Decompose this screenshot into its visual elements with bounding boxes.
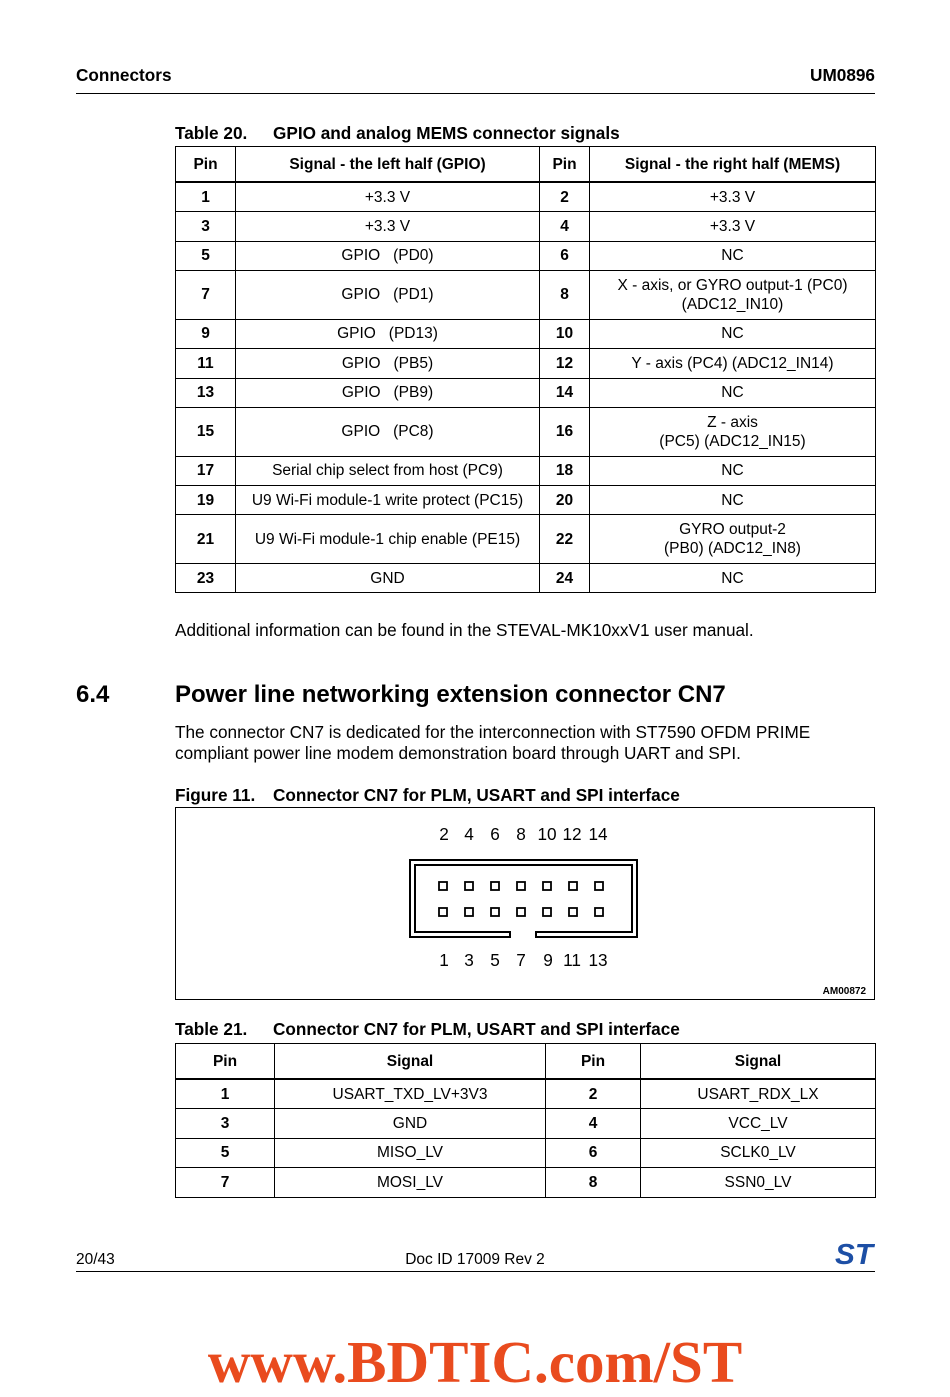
top-pin-label: 6 bbox=[490, 824, 500, 844]
pin-number-cell: 6 bbox=[546, 1138, 641, 1167]
pin-number-cell: 11 bbox=[176, 349, 236, 378]
signal-name-cell: VCC_LV bbox=[641, 1109, 876, 1138]
st-logo-icon bbox=[833, 1240, 875, 1268]
signal-name-cell: +3.3 V bbox=[590, 212, 876, 241]
column-header-pin-left: Pin bbox=[176, 1044, 275, 1080]
top-pin-label: 4 bbox=[464, 824, 474, 844]
pin-7-pad bbox=[517, 908, 525, 916]
table-20-label: Table 20. bbox=[175, 123, 248, 143]
pin-1-pad bbox=[439, 908, 447, 916]
pin-number-cell: 21 bbox=[176, 515, 236, 564]
pin-number-cell: 12 bbox=[540, 349, 590, 378]
pin-number-cell: 6 bbox=[540, 241, 590, 270]
bottom-pin-label: 5 bbox=[490, 950, 500, 970]
pin-number-cell: 5 bbox=[176, 1138, 275, 1167]
pin-number-cell: 17 bbox=[176, 456, 236, 485]
top-pin-labels bbox=[439, 824, 608, 844]
table-row bbox=[176, 182, 876, 212]
pin-pads bbox=[439, 882, 603, 916]
signal-name-cell: Y - axis (PC4) (ADC12_IN14) bbox=[590, 349, 876, 378]
signal-name-cell: Z - axis (PC5) (ADC12_IN15) bbox=[590, 407, 876, 456]
pin-13-pad bbox=[595, 908, 603, 916]
top-pin-label: 10 bbox=[537, 824, 557, 844]
pin-number-cell: 7 bbox=[176, 1168, 275, 1197]
section-heading bbox=[0, 681, 950, 709]
table-row bbox=[176, 1138, 876, 1167]
signal-name-cell: GPIO (PC8) bbox=[236, 407, 540, 456]
signal-name-cell: GYRO output-2 (PB0) (ADC12_IN8) bbox=[590, 515, 876, 564]
watermark-text: www.BDTIC.com/ST bbox=[207, 1329, 743, 1395]
paragraph-line: The connector CN7 is dedicated for the interconnection with ST7590 OFDM PRIME bbox=[175, 722, 811, 742]
pin-number-cell: 8 bbox=[540, 271, 590, 320]
table-row bbox=[176, 1168, 876, 1197]
table-row bbox=[176, 349, 876, 378]
pin-number-cell: 1 bbox=[176, 1079, 275, 1109]
pin-number-cell: 20 bbox=[540, 485, 590, 514]
bottom-pin-label: 7 bbox=[516, 950, 526, 970]
figure-11-frame bbox=[175, 807, 875, 1000]
pin-number-cell: 16 bbox=[540, 407, 590, 456]
header-rule bbox=[76, 93, 875, 94]
pin-number-cell: 13 bbox=[176, 378, 236, 407]
table-row bbox=[176, 271, 876, 320]
column-header-signal-right: Signal bbox=[641, 1044, 876, 1080]
bottom-pin-label: 11 bbox=[563, 950, 581, 970]
additional-info-note bbox=[175, 620, 754, 641]
pin-5-pad bbox=[491, 908, 499, 916]
table-row bbox=[176, 515, 876, 564]
signal-name-cell: GPIO (PD1) bbox=[236, 271, 540, 320]
pin-number-cell: 18 bbox=[540, 456, 590, 485]
signal-name-cell: +3.3 V bbox=[590, 182, 876, 212]
signal-name-cell: NC bbox=[590, 563, 876, 592]
table-header-row bbox=[176, 147, 876, 183]
pin-number-cell: 10 bbox=[540, 319, 590, 348]
bottom-pin-label: 13 bbox=[588, 950, 608, 970]
pin-number-cell: 8 bbox=[546, 1168, 641, 1197]
pin-number-cell: 23 bbox=[176, 563, 236, 592]
bottom-pin-labels bbox=[439, 950, 607, 970]
table-row bbox=[176, 1079, 876, 1109]
pin-number-cell: 4 bbox=[546, 1109, 641, 1138]
pin-12-pad bbox=[569, 882, 577, 890]
footer-rule bbox=[76, 1271, 875, 1272]
pin-number-cell: 4 bbox=[540, 212, 590, 241]
pin-number-cell: 3 bbox=[176, 212, 236, 241]
table-row bbox=[176, 563, 876, 592]
top-pin-label: 8 bbox=[516, 824, 526, 844]
pin-number-cell: 14 bbox=[540, 378, 590, 407]
pin-14-pad bbox=[595, 882, 603, 890]
pin-number-cell: 24 bbox=[540, 563, 590, 592]
signal-name-cell: GND bbox=[236, 563, 540, 592]
paragraph-line: compliant power line modem demonstration board through UART and SPI. bbox=[175, 743, 741, 763]
signal-name-cell: NC bbox=[590, 319, 876, 348]
table-body bbox=[176, 1079, 876, 1197]
gpio-mems-signals-table bbox=[175, 146, 876, 593]
doc-id: Doc ID 17009 Rev 2 bbox=[405, 1251, 545, 1268]
pin-number-cell: 1 bbox=[176, 182, 236, 212]
pin-8-pad bbox=[517, 882, 525, 890]
table-row bbox=[176, 485, 876, 514]
connector-outer-edge bbox=[410, 860, 637, 937]
signal-name-cell: GPIO (PD0) bbox=[236, 241, 540, 270]
signal-name-cell: GPIO (PD13) bbox=[236, 319, 540, 348]
signal-name-cell: GPIO (PB5) bbox=[236, 349, 540, 378]
signal-name-cell: NC bbox=[590, 456, 876, 485]
note-text: Additional information can be found in the STEVAL-MK10xxV1 user manual. bbox=[175, 620, 754, 640]
bottom-pin-label: 3 bbox=[464, 950, 474, 970]
pin-number-cell: 15 bbox=[176, 407, 236, 456]
pin-number-cell: 2 bbox=[546, 1079, 641, 1109]
page-number: 20/43 bbox=[76, 1251, 115, 1268]
signal-name-cell: MOSI_LV bbox=[275, 1168, 546, 1197]
cn7-connector-diagram bbox=[176, 808, 874, 999]
section-paragraph bbox=[175, 722, 810, 764]
signal-name-cell: USART_RDX_LX bbox=[641, 1079, 876, 1109]
signal-name-cell: U9 Wi-Fi module-1 chip enable (PE15) bbox=[236, 515, 540, 564]
signal-name-cell: +3.3 V bbox=[236, 212, 540, 241]
bottom-pin-label: 9 bbox=[543, 950, 553, 970]
pin-2-pad bbox=[439, 882, 447, 890]
pin-11-pad bbox=[569, 908, 577, 916]
table-header-row bbox=[176, 1044, 876, 1080]
signal-name-cell: SCLK0_LV bbox=[641, 1138, 876, 1167]
signal-name-cell: NC bbox=[590, 241, 876, 270]
figure-11-caption bbox=[175, 785, 875, 805]
table-body bbox=[176, 182, 876, 593]
table-21-title: Connector CN7 for PLM, USART and SPI interface bbox=[273, 1019, 680, 1039]
table-20-title: GPIO and analog MEMS connector signals bbox=[273, 123, 620, 143]
pin-4-pad bbox=[465, 882, 473, 890]
table-20-caption bbox=[175, 123, 875, 143]
section-number: 6.4 bbox=[76, 681, 110, 708]
column-header-signal-right: Signal - the right half (MEMS) bbox=[590, 147, 876, 183]
column-header-pin-right: Pin bbox=[540, 147, 590, 183]
table-row bbox=[176, 378, 876, 407]
top-pin-label: 14 bbox=[588, 824, 608, 844]
signal-name-cell: +3.3 V bbox=[236, 182, 540, 212]
signal-name-cell: X - axis, or GYRO output-1 (PC0) (ADC12_IN10) bbox=[590, 271, 876, 320]
pin-9-pad bbox=[543, 908, 551, 916]
signal-name-cell: GPIO (PB9) bbox=[236, 378, 540, 407]
table-21-caption bbox=[175, 1019, 875, 1039]
signal-name-cell: GND bbox=[275, 1109, 546, 1138]
bottom-pin-label: 1 bbox=[439, 950, 449, 970]
pin-number-cell: 9 bbox=[176, 319, 236, 348]
pin-6-pad bbox=[491, 882, 499, 890]
figure-reference-code: AM00872 bbox=[822, 986, 866, 997]
table-row bbox=[176, 241, 876, 270]
running-header-doc-code: UM0896 bbox=[810, 65, 875, 85]
column-header-signal-left: Signal bbox=[275, 1044, 546, 1080]
running-header-section: Connectors bbox=[76, 65, 172, 85]
pin-3-pad bbox=[465, 908, 473, 916]
table-21-label: Table 21. bbox=[175, 1019, 248, 1039]
signal-name-cell: NC bbox=[590, 378, 876, 407]
signal-name-cell: SSN0_LV bbox=[641, 1168, 876, 1197]
pin-number-cell: 3 bbox=[176, 1109, 275, 1138]
table-row bbox=[176, 1109, 876, 1138]
pin-number-cell: 2 bbox=[540, 182, 590, 212]
table-row bbox=[176, 407, 876, 456]
signal-name-cell: MISO_LV bbox=[275, 1138, 546, 1167]
signal-name-cell: U9 Wi-Fi module-1 write protect (PC15) bbox=[236, 485, 540, 514]
pin-number-cell: 5 bbox=[176, 241, 236, 270]
table-row bbox=[176, 212, 876, 241]
signal-name-cell: USART_TXD_LV+3V3 bbox=[275, 1079, 546, 1109]
pin-number-cell: 22 bbox=[540, 515, 590, 564]
column-header-pin-left: Pin bbox=[176, 147, 236, 183]
top-pin-label: 2 bbox=[439, 824, 449, 844]
table-row bbox=[176, 319, 876, 348]
column-header-signal-left: Signal - the left half (GPIO) bbox=[236, 147, 540, 183]
pin-number-cell: 19 bbox=[176, 485, 236, 514]
column-header-pin-right: Pin bbox=[546, 1044, 641, 1080]
table-row bbox=[176, 456, 876, 485]
pin-number-cell: 7 bbox=[176, 271, 236, 320]
top-pin-label: 12 bbox=[562, 824, 582, 844]
section-title: Power line networking extension connector CN7 bbox=[175, 681, 726, 708]
connector-key-notch bbox=[510, 931, 536, 938]
figure-11-label: Figure 11. bbox=[175, 785, 256, 805]
connector-outline bbox=[410, 860, 637, 938]
connector-inner-edge bbox=[415, 865, 632, 932]
figure-11-title: Connector CN7 for PLM, USART and SPI interface bbox=[273, 785, 680, 805]
signal-name-cell: NC bbox=[590, 485, 876, 514]
cn7-signals-table bbox=[175, 1043, 876, 1198]
pin-10-pad bbox=[543, 882, 551, 890]
signal-name-cell: Serial chip select from host (PC9) bbox=[236, 456, 540, 485]
st-logo-text: ST bbox=[835, 1240, 875, 1268]
